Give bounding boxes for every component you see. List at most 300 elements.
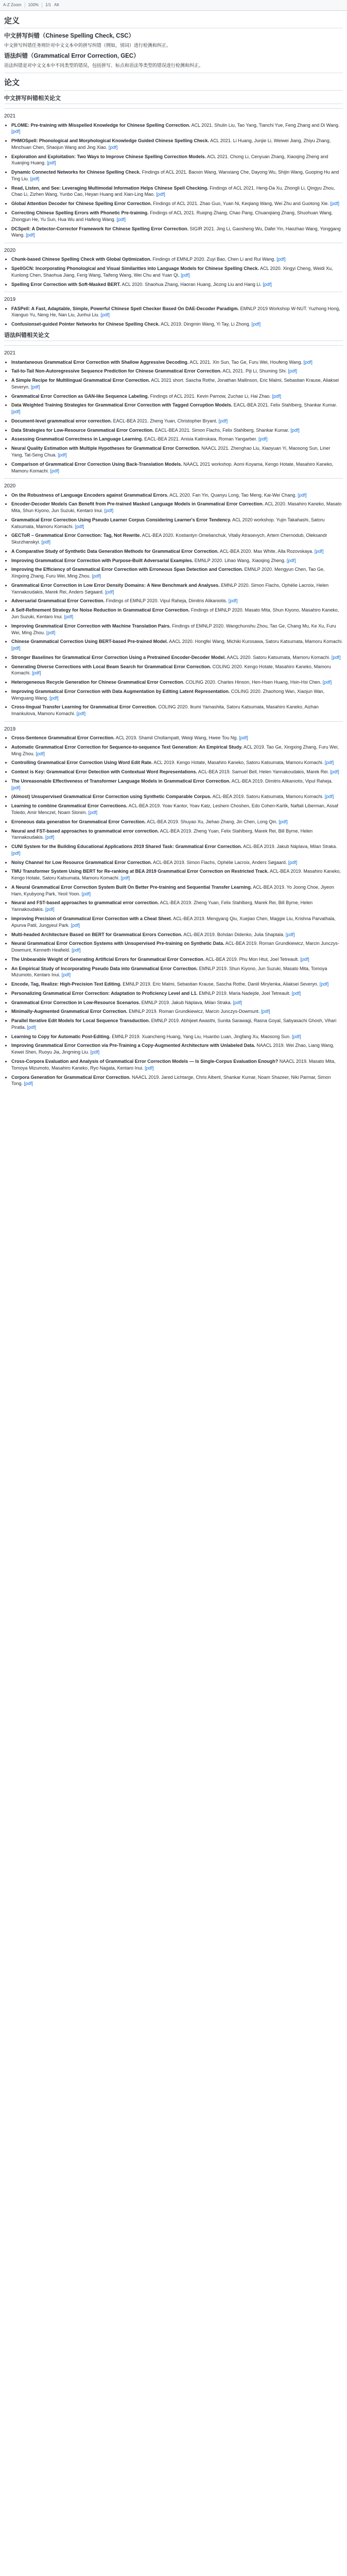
paper-item	[11, 256, 343, 263]
paper-item	[11, 607, 343, 620]
paper-title: A Self-Refinement Strategy for Noise Reduction in Grammatical Error Correction.	[11, 607, 190, 613]
paper-title: Chinese Grammatical Correction Using BERT-based Pre-trained Model.	[11, 639, 168, 645]
paper-authors: ACL 2021. Shulin Liu, Tao Yang, Tianchi Yue, Feng Zhang and Di Wang.	[191, 122, 340, 128]
paper-title: Cross-Corpora Evaluation and Analysis of Grammatical Error Correction Models — Is Single-Corpus Evaluation Enough?	[11, 1058, 279, 1064]
papers-heading: 论文	[4, 77, 343, 90]
paper-authors: AACL 2020. Hongfei Wang, Michiki Kurosawa, Satoru Katsumata, Mamoru Komachi.	[169, 639, 343, 645]
pdf-link[interactable]: [pdf]	[11, 646, 21, 651]
paper-item	[11, 1058, 343, 1072]
pdf-link[interactable]: [pdf]	[261, 1009, 270, 1014]
pdf-link[interactable]: [pdf]	[45, 835, 55, 840]
paper-authors: ACL-BEA 2019. Simon Flachs, Ophélie Lacroix, Anders Søgaard.	[153, 859, 287, 865]
paper-authors: Findings of EMNLP 2020. Wangchunshu Zhou, Tao Ge, Chang Mu, Ke Xu, Furu Wei, Ming Zhou.	[11, 623, 336, 635]
pdf-link[interactable]: [pdf]	[330, 769, 339, 775]
paper-authors: ACL 2021. Chong Li, Cenyuan Zhang, Xiaoqing Zheng and Xuanjing Huang.	[11, 154, 328, 166]
paper-item	[11, 759, 343, 766]
pdf-link[interactable]: [pdf]	[81, 891, 91, 896]
paper-item	[11, 956, 343, 963]
paper-authors: ACL 2019. Shamil Chollampatt, Weiqi Wang, Hwee Tou Ng.	[115, 735, 238, 741]
pdf-link[interactable]: [pdf]	[26, 232, 35, 238]
paper-item	[11, 138, 343, 151]
pdf-link[interactable]: [pdf]	[11, 850, 21, 856]
paper-item	[11, 368, 343, 375]
paper-title: Cross-Sentence Grammatical Error Correction.	[11, 735, 115, 741]
paper-authors: Findings of EMNLP 2020. Masato Mita, Shun Kiyono, Masahiro Kaneko, Jun Suzuki, Kentaro Inui.	[11, 607, 339, 619]
paper-item	[11, 999, 343, 1006]
paper-authors: ACL 2021. Li Huang, Junjie Li, Weiwei Jiang, Zhiyu Zhang, Minchuan Chen, Shaojun Wang and Jing Xiao.	[11, 138, 331, 150]
gec-definition-text: 语法纠错是对中文文本中不同类型的错误，包括拼写、标点和语法等类型的错误进行检测和纠正。	[4, 62, 204, 68]
gec-papers-heading: 语法纠错相关论文	[4, 332, 343, 342]
paper-authors: EMNLP 2019 Workshop W-NUT. Yuzhong Hong, Xianguo Yu, Neng He, Nan Liu, Junhui Liu.	[11, 306, 340, 318]
pdf-link[interactable]: [pdf]	[58, 452, 67, 458]
paper-item	[11, 778, 343, 791]
pdf-link[interactable]: [pdf]	[300, 956, 309, 962]
pdf-link[interactable]: [pdf]	[72, 947, 81, 953]
paper-title: Correcting Chinese Spelling Errors with Phonetic Pre-training.	[11, 210, 149, 215]
paper-item	[11, 664, 343, 677]
paper-authors: EACL-BEA 2021. Anisia Katinskaia, Roman Yangarber.	[144, 436, 257, 442]
paper-authors: ACL 2020. Fan Yin, Quanyu Long, Tao Meng, Kai-Wei Chang.	[169, 492, 297, 498]
paper-authors: EMNLP 2019. Maria Nadejde, Joel Tetreault.	[199, 990, 291, 996]
pdf-link[interactable]: [pdf]	[45, 907, 55, 912]
paper-title: (Almost) Unsupervised Grammatical Error Correction using Synthetic Comparable Corpus.	[11, 794, 212, 800]
paper-item	[11, 566, 343, 580]
paper-item	[11, 185, 343, 198]
year-heading: 2021	[4, 350, 16, 357]
pdf-link[interactable]: [pdf]	[279, 819, 288, 824]
paper-title: FASPell: A Fast, Adaptable, Simple, Powerful Chinese Spell Checker Based On DAE-Decoder Paradigm.	[11, 306, 239, 311]
paper-authors: ACL 2019. Dingmin Wang, Yi Tay, Li Zhong.	[161, 321, 251, 327]
paper-title: Neural and FST-based approaches to grammatical error correction.	[11, 828, 159, 834]
paper-title: Learning to Copy for Automatic Post-Editing.	[11, 1033, 111, 1039]
paper-item	[11, 704, 343, 717]
paper-authors: EACL-BEA 2021. Zheng Yuan, Christopher Bryant.	[113, 418, 218, 423]
pdf-link[interactable]: [pdf]	[50, 468, 60, 473]
paper-authors: Findings of EMNLP 2020. Zuyi Bao, Chen Li and Rui Wang.	[152, 257, 275, 262]
paper-title: A Comparative Study of Synthetic Data Generation Methods for Grammatical Error Correction.	[11, 548, 219, 554]
pdf-link[interactable]: [pdf]	[276, 257, 286, 262]
paper-title: GECToR – Grammatical Error Correction: Tag, Not Rewrite.	[11, 533, 141, 538]
year-divider	[4, 478, 343, 479]
paper-authors: ACL-BEA 2019. Zheng Yuan, Felix Stahlberg, Marek Rei, Bill Byrne, Helen Yannakoudakis.	[11, 900, 313, 912]
paper-item	[11, 461, 343, 474]
paper-title: Dynamic Connected Networks for Chinese Spelling Check.	[11, 170, 141, 175]
page-indicator: 1/1	[45, 3, 51, 8]
pdf-link[interactable]: [pdf]	[100, 312, 110, 318]
paper-title: Global Attention Decoder for Chinese Spelling Error Correction.	[11, 201, 152, 207]
paper-title: Encoder-Decoder Models Can Benefit from Pre-trained Masked Language Models in Grammatical Error Correction.	[11, 501, 264, 507]
pdf-link[interactable]: [pdf]	[120, 875, 130, 881]
paper-authors: ACL 2020. Shaohua Zhang, Haoran Huang, Jicong Liu and Hang Li.	[122, 281, 262, 287]
pdf-link[interactable]: [pdf]	[291, 1033, 301, 1039]
paper-title: PLOME: Pre-training with Misspelled Knowledge for Chinese Spelling Correction.	[11, 122, 190, 128]
paper-authors: ACL 2020. Xingyi Cheng, Weidi Xu, Kunlong Chen, Shaohua Jiang, Feng Wang, Taifeng Wang, Wei Chu and Yuan Qi.	[11, 266, 333, 278]
pdf-link[interactable]: [pdf]	[24, 1081, 33, 1087]
paper-title: Stronger Baselines for Grammatical Error Correction Using a Pretrained Encoder-Decoder Model.	[11, 654, 226, 660]
paper-title: Context is Key: Grammatical Error Detection with Contextual Word Representations.	[11, 769, 197, 775]
paper-item	[11, 492, 343, 499]
pdf-link[interactable]: [pdf]	[239, 735, 248, 741]
paper-item	[11, 501, 343, 514]
paper-authors: NAACL 2021. Zhenghao Liu, Xiaoyuan Yi, Maosong Sun, Liner Yang, Tat-Seng Chua.	[11, 446, 331, 458]
paper-title: Neural Quality Estimation with Multiple Hypotheses for Grammatical Error Correction.	[11, 446, 200, 451]
paper-item	[11, 306, 343, 319]
paper-item	[11, 793, 343, 800]
paper-title: Grammatical Error Correction in Low Error Density Domains: A New Benchmark and Analyses.	[11, 582, 220, 588]
pdf-link[interactable]: [pdf]	[31, 384, 40, 389]
paper-title: A Simple Recipe for Multilingual Grammatical Error Correction.	[11, 378, 150, 383]
paper-list	[4, 492, 343, 717]
pdf-link[interactable]: [pdf]	[263, 281, 272, 287]
paper-authors: ACL-BEA 2019. Masahiro Kaneko, Kengo Hotate, Satoru Katsumata, Mamoru Komachi.	[11, 869, 341, 881]
pdf-link[interactable]: [pdf]	[272, 393, 281, 399]
paper-item	[11, 679, 343, 686]
gec-definition-heading: 语法纠错（Grammatical Error Correction, GEC）	[4, 53, 140, 60]
paper-item	[11, 265, 343, 279]
paper-item	[11, 868, 343, 882]
pdf-link[interactable]: [pdf]	[324, 760, 334, 766]
paper-authors: Findings of EMNLP 2020. Vipul Raheja, Dimitris Alikaniotis.	[106, 598, 228, 604]
paper-item	[11, 200, 343, 207]
paper-item	[11, 436, 343, 443]
paper-authors: NAACL 2019. Wei Zhao, Liang Wang, Kewei Shen, Ruoyu Jia, Jingming Liu.	[11, 1043, 335, 1055]
paper-item	[11, 828, 343, 841]
paper-authors: ACL 2021. Xin Sun, Tao Ge, Furu Wei, Houfeng Wang.	[189, 359, 302, 365]
paper-title: Personalizing Grammatical Error Correction: Adaptation to Proficiency Level and L1.	[11, 990, 198, 996]
paper-authors: ACL 2021 short. Sascha Rothe, Jonathan Mallinson, Eric Malmi, Sebastian Krause, Aliaksei Severyn.	[11, 378, 339, 389]
pdf-link[interactable]: [pdf]	[324, 794, 334, 800]
paper-authors: ACL-BEA 2020. Max White, Alla Rozovskaya.	[219, 548, 314, 554]
paper-title: An Empirical Study of Incorporating Pseudo Data into Grammatical Error Correction.	[11, 965, 198, 971]
paper-authors: EMNLP 2019. Jakub Náplava, Milan Straka.	[141, 999, 232, 1005]
paper-title: Tail-to-Tail Non-Autoregressive Sequence Prediction for Chinese Grammatical Error Correction.	[11, 368, 222, 374]
paper-authors: ACL-BEA 2019. Phu Mon Htut, Joel Tetreault.	[205, 956, 299, 962]
paper-authors: EMNLP 2020. Simon Flachs, Ophélie Lacroix, Helen Yannakoudakis, Marek Rei, Anders Søgaard.	[11, 582, 329, 595]
paper-authors: COLING 2020. Zhaohong Wan, Xiaojun Wan, Wenguang Wang.	[11, 688, 325, 701]
paper-title: Improving Grammatical Error Correction with Data Augmentation by Editing Latent Representation.	[11, 688, 230, 694]
paper-list	[4, 306, 343, 328]
paper-authors: COLING 2020. Charles Hinson, Hen-Hsen Huang, Hsin-Hsi Chen.	[185, 680, 322, 685]
paper-authors: EMNLP 2019. Roman Grundkiewicz, Marcin Junczys-Dowmunt.	[129, 1009, 260, 1014]
paper-authors: EMNLP 2020. Lihao Wang, Xiaoqing Zheng.	[194, 557, 286, 563]
pdf-link[interactable]: [pdf]	[218, 418, 228, 423]
paper-item	[11, 122, 343, 135]
year-heading: 2020	[4, 248, 16, 254]
paper-authors: ACL 2020 workshop. Yujin Takahashi, Satoru Katsumata, Mamoru Komachi.	[11, 517, 325, 529]
paper-item	[11, 931, 343, 938]
paper-title: Heterogeneous Recycle Generation for Chinese Grammatical Error Correction.	[11, 680, 185, 685]
csc-papers-heading: 中文拼写纠错相关论文	[4, 95, 343, 105]
pdf-link[interactable]: [pdf]	[251, 321, 261, 327]
paper-authors: ACL-BEA 2020. Kostiantyn Omelianchuk, Vitaliy Atrasevych, Artem Chernodub, Oleksandr Skurzhanskyi.	[11, 533, 327, 545]
pdf-link[interactable]: [pdf]	[32, 670, 41, 676]
paper-list	[4, 359, 343, 474]
paper-title: Adversarial Grammatical Error Correction.	[11, 598, 105, 604]
paper-title: The Unreasonable Effectiveness of Transformer Language Models in Grammatical Error Correction.	[11, 778, 231, 784]
definition-heading: 定义	[4, 15, 343, 28]
paper-item	[11, 1042, 343, 1056]
pdf-link[interactable]: [pdf]	[41, 539, 51, 545]
paper-title: Instantaneous Grammatical Error Correction with Shallow Aggressive Decoding.	[11, 359, 189, 365]
paper-authors: SIGIR 2021. Jing Li, Gaosheng Wu, Dafei Yin, Haozhao Wang, Yonggang Wang.	[11, 226, 341, 238]
paper-item	[11, 1074, 343, 1088]
pdf-link[interactable]: [pdf]	[105, 589, 114, 595]
paper-title: Generating Diverse Corrections with Local Beam Search for Grammatical Error Correction.	[11, 664, 212, 669]
year-heading: 2019	[4, 297, 16, 303]
pdf-link[interactable]: [pdf]	[61, 972, 71, 978]
year-divider	[4, 345, 343, 346]
pdf-link[interactable]: [pdf]	[291, 990, 301, 996]
zoom-level[interactable]: 100%	[28, 3, 39, 8]
paper-item	[11, 517, 343, 530]
paper-title: PHMOSpell: Phonological and Morphological Knowledge Guided Chinese Spelling Check.	[11, 138, 210, 144]
paper-title: A Neural Grammatical Error Correction System Built On Better Pre-training and Sequential Transfer Learning.	[11, 884, 252, 890]
pdf-link[interactable]: [pdf]	[286, 557, 296, 563]
paper-title: The Unbearable Weight of Generating Artificial Errors for Grammatical Error Correction.	[11, 956, 205, 962]
pdf-link[interactable]: [pdf]	[181, 272, 190, 278]
year-divider	[4, 108, 343, 109]
year-heading: 2020	[4, 483, 16, 489]
pdf-link[interactable]: [pdf]	[27, 1024, 37, 1030]
paper-authors: NAACL 2021 workshop. Aomi Koyama, Kengo Hotate, Masahiro Kaneko, Mamoru Komachi.	[11, 461, 334, 473]
paper-item	[11, 965, 343, 979]
paper-title: SpellGCN: Incorporating Phonological and Visual Similarities into Language Models for Chinese Spelling Check.	[11, 266, 259, 272]
paper-item	[11, 226, 343, 239]
paper-item	[11, 981, 343, 988]
paper-item	[11, 900, 343, 913]
paper-authors: ACL 2020. Masahiro Kaneko, Masato Mita, Shun Kiyono, Jun Suzuki, Kentaro Inui.	[11, 501, 342, 514]
paper-title: Automatic Grammatical Error Correction for Sequence-to-sequence Text Generation: An Empirical Study.	[11, 744, 242, 750]
paper-authors: ACL-BEA 2019. Satoru Katsumata, Mamoru Komachi.	[212, 794, 324, 800]
paper-authors: EMNLP 2020. Mengyun Chen, Tao Ge, Xingxing Zhang, Furu Wei, Ming Zhou.	[11, 567, 325, 579]
pdf-link[interactable]: [pdf]	[116, 216, 126, 222]
paper-title: Encode, Tag, Realize: High-Precision Text Editing.	[11, 981, 122, 987]
paper-authors: EACL-BEA 2021. Felix Stahlberg, Shankar Kumar.	[233, 402, 337, 408]
paper-title: Comparison of Grammatical Error Correction Using Back-Translation Models.	[11, 461, 182, 467]
pdf-link[interactable]: [pdf]	[319, 981, 329, 987]
paper-authors: ACL 2019. Kengo Hotate, Masahiro Kaneko, Satoru Katsumata, Mamoru Komachi.	[153, 760, 324, 766]
paper-item	[11, 819, 343, 825]
paper-title: Chunk-based Chinese Spelling Check with Global Optimization.	[11, 257, 152, 262]
pdf-link[interactable]: [pdf]	[288, 368, 298, 374]
paper-authors: NAACL 2019. Jared Lichtarge, Chris Alberti, Shankar Kumar, Noam Shazeer, Niki Parmar, Simon Tong.	[11, 1074, 331, 1087]
paper-title: Document-level grammatical error correction.	[11, 418, 112, 423]
pdf-link[interactable]: [pdf]	[228, 598, 238, 604]
paper-item	[11, 582, 343, 596]
paper-item	[11, 321, 343, 328]
paper-title: Data Weighted Training Strategies for Grammatical Error Correction with Tagged Corruption Models.	[11, 402, 233, 408]
paper-title: Grammatical Error Correction as GAN-like Sequence Labeling.	[11, 393, 149, 399]
reader-toolbar	[0, 0, 347, 11]
paper-authors: AACL 2020. Satoru Katsumata, Mamoru Komachi.	[227, 654, 331, 660]
pdf-link[interactable]: [pdf]	[314, 548, 324, 554]
paper-title: CUNI System for the Building Educational Applications 2019 Shared Task: Grammatical Error Correction.	[11, 844, 242, 850]
pdf-link[interactable]: [pdf]	[145, 1065, 154, 1071]
paper-title: Neural Grammatical Error Correction Systems with Unsupervised Pre-training on Synthetic Data.	[11, 941, 224, 946]
paper-item	[11, 427, 343, 434]
paper-authors: ACL-BEA 2019. Yoav Kantor, Yoav Katz, Leshem Choshen, Edo Cohen-Karlik, Naftali Liberman, Assaf Toledo, Amir Menczel, Noam Slonim.	[11, 803, 338, 816]
pdf-link[interactable]: [pdf]	[49, 695, 59, 701]
paper-item	[11, 393, 343, 400]
paper-item	[11, 445, 343, 459]
paper-authors: ACL-BEA 2019. Zheng Yuan, Felix Stahlberg, Marek Rei, Bill Byrne, Helen Yannakoudakis.	[11, 828, 313, 840]
paper-title: Grammatical Error Correction in Low-Resource Scenarios.	[11, 999, 141, 1005]
mode-toggle[interactable]: Alt	[54, 3, 59, 8]
paper-item	[11, 623, 343, 636]
paper-title: Multi-headed Architecture Based on BERT for Grammatical Errors Correction.	[11, 931, 183, 937]
csc-definition-text: 中文拼写纠错任务则针对中文文本中的拼写纠错（例如，别词）进行检测和纠正。	[4, 42, 171, 48]
paper-item	[11, 744, 343, 757]
paper-authors: ACL-BEA 2019. Dimitris Alikaniotis, Vipul Raheja.	[231, 778, 333, 784]
pdf-link[interactable]: [pdf]	[322, 680, 332, 685]
paper-authors: ACL-BEA 2019. Jakub Náplava, Milan Straka.	[243, 844, 337, 850]
paper-item	[11, 1018, 343, 1031]
paper-authors: Findings of ACL 2021. Zhao Guo, Yuan Ni, Keqiang Wang, Wei Zhu and Guotong Xie.	[153, 201, 329, 207]
paper-list	[4, 735, 343, 1087]
font-size-control[interactable]: A-Z Zoom	[3, 3, 22, 8]
paper-item	[11, 548, 343, 555]
pdf-link[interactable]: [pdf]	[71, 922, 80, 928]
paper-item	[11, 598, 343, 604]
pdf-link[interactable]: [pdf]	[64, 614, 74, 619]
paper-title: Confusionset-guided Pointer Networks for Chinese Spelling Check.	[11, 321, 160, 327]
paper-authors: COLING 2020. Ikumi Yamashita, Satoru Katsumata, Masahiro Kaneko, Aizhan Imankulova, Mamoru Komachi.	[11, 704, 319, 717]
pdf-link[interactable]: [pdf]	[330, 201, 339, 207]
pdf-link[interactable]: [pdf]	[108, 144, 118, 150]
paper-item	[11, 843, 343, 857]
paper-authors: ACL-BEA 2019. Shuyao Xu, Jiehao Zhang, Jin Chen, Long Qin.	[147, 819, 277, 824]
paper-title: Erroneous data generation for Grammatical Error Correction.	[11, 819, 146, 824]
pdf-link[interactable]: [pdf]	[258, 436, 268, 442]
paper-authors: Findings of ACL 2021. Heng-Da Xu, Zhongli Li, Qingyu Zhou, Chao Li, Zizhen Wang, Yunbo Cao, Heyan Huang and Xian-Ling Mao.	[11, 185, 335, 197]
paper-item	[11, 1033, 343, 1040]
paper-title: Improving Grammatical Error Correction via Pre-Training a Copy-Augmented Architecture with Unlabeled Data.	[11, 1043, 255, 1048]
paper-title: On the Robustness of Language Encoders against Grammatical Errors.	[11, 492, 169, 498]
paper-title: Read, Listen, and See: Leveraging Multimodal Information Helps Chinese Spell Checking.	[11, 185, 209, 191]
paper-authors: ACL 2021. Piji Li, Shuming Shi.	[222, 368, 287, 374]
paper-authors: Findings of ACL 2021. Ruiqing Zhang, Chao Pang, Chuanqiang Zhang, Shuohuan Wang, Zhongjun He, Yu Sun, Hua Wu and Haifeng Wang.	[11, 210, 333, 222]
paper-item	[11, 916, 343, 929]
paper-item	[11, 169, 343, 182]
csc-paper-list	[4, 108, 343, 327]
pdf-link[interactable]: [pdf]	[11, 785, 21, 790]
pdf-link[interactable]: [pdf]	[46, 630, 56, 635]
paper-title: Spelling Error Correction with Soft-Masked BERT.	[11, 281, 121, 287]
paper-title: Learning to combine Grammatical Error Corrections.	[11, 803, 128, 809]
paper-item	[11, 940, 343, 954]
pdf-link[interactable]: [pdf]	[288, 859, 298, 865]
paper-title: Neural and FST-based approaches to grammatical error correction.	[11, 900, 159, 906]
paper-title: Exploration and Exploitation: Two Ways to Improve Chinese Spelling Correction Models.	[11, 154, 206, 159]
paper-authors: Findings of ACL 2021. Baoxin Wang, Wanxiang Che, Dayong Wu, Shijin Wang, Guoping Hu and Ting Liu.	[11, 170, 339, 181]
pdf-link[interactable]: [pdf]	[75, 523, 84, 529]
paper-authors: ACL 2019. Tao Ge, Xingxing Zhang, Furu Wei, Ming Zhou.	[11, 744, 339, 756]
paper-title: Corpora Generation for Grammatical Error Correction.	[11, 1074, 131, 1080]
paper-title: Data Strategies for Low-Resource Grammatical Error Correction.	[11, 427, 154, 433]
pdf-link[interactable]: [pdf]	[298, 492, 307, 498]
paper-authors: EMNLP 2019. Xuancheng Huang, Yang Liu, Huanbo Luan, Jingfang Xu, Maosong Sun.	[112, 1033, 291, 1039]
paper-authors: ACL-BEA 2019. Roman Grundkiewicz, Marcin Junczys-Dowmunt, Kenneth Heafield.	[11, 941, 339, 953]
pdf-link[interactable]: [pdf]	[156, 192, 165, 197]
paper-authors: COLING 2020. Kengo Hotate, Masahiro Kaneko, Mamoru Komachi.	[11, 664, 331, 676]
pdf-link[interactable]: [pdf]	[233, 999, 242, 1005]
paper-item	[11, 990, 343, 997]
paper-authors: EMNLP 2019. Shun Kiyono, Jun Suzuki, Masato Mita, Tomoya Mizumoto, Kentaro Inui.	[11, 965, 327, 978]
paper-item	[11, 638, 343, 652]
paper-item	[11, 803, 343, 816]
paper-item	[11, 557, 343, 564]
paper-title: Improving Precision of Grammatical Error Correction with a Cheat Sheet.	[11, 916, 172, 921]
pdf-link[interactable]: [pdf]	[104, 508, 114, 514]
paper-list	[4, 122, 343, 239]
pdf-link[interactable]: [pdf]	[11, 129, 21, 134]
paper-item	[11, 688, 343, 702]
pdf-link[interactable]: [pdf]	[36, 751, 45, 756]
paper-title: Grammatical Error Correction Using Pseudo Learner Corpus Considering Learner's Error Tendency.	[11, 517, 231, 522]
paper-title: Assessing Grammatical Correctness in Language Learning.	[11, 436, 143, 442]
year-heading: 2021	[4, 113, 16, 120]
pdf-link[interactable]: [pdf]	[11, 409, 21, 415]
paper-authors: ACL-BEA 2019. Mengyang Qiu, Xuejiao Chen, Maggie Liu, Krishna Parvathala, Apurva Patil, Jungyeul Park.	[11, 916, 336, 928]
paper-title: Parallel Iterative Edit Models for Local Sequence Transduction.	[11, 1018, 150, 1024]
paper-item	[11, 281, 343, 288]
csc-definition-heading: 中文拼写纠错（Chinese Spelling Check, CSC）	[4, 33, 135, 40]
paper-item	[11, 735, 343, 741]
paper-item	[11, 418, 343, 425]
pdf-link[interactable]: [pdf]	[285, 931, 295, 937]
paper-item	[11, 154, 343, 167]
pdf-link[interactable]: [pdf]	[76, 711, 86, 717]
paper-item	[11, 532, 343, 546]
paper-title: Improving the Efficiency of Grammatical Error Correction with Erroneous Span Detection and Correction.	[11, 567, 244, 572]
paper-authors: EMNLP 2019. Eric Malmi, Sebastian Krause, Sascha Rothe, Daniil Mirylenka, Aliaksei Severyn.	[123, 981, 319, 987]
pdf-link[interactable]: [pdf]	[290, 427, 300, 433]
paper-item	[11, 769, 343, 775]
paper-title: TMU Transformer System Using BERT for Re-ranking at BEA 2019 Grammatical Error Correction on Restricted Track.	[11, 869, 269, 874]
paper-authors: EMNLP 2019. Abhijeet Awasthi, Sunita Sarawagi, Rasna Goyal, Sabyasachi Ghosh, Vihari Piratla.	[11, 1018, 337, 1030]
pdf-link[interactable]: [pdf]	[30, 176, 40, 181]
pdf-link[interactable]: [pdf]	[90, 1049, 100, 1055]
paper-title: Noisy Channel for Low Resource Grammatical Error Correction.	[11, 859, 152, 865]
paper-item	[11, 1008, 343, 1015]
gec-paper-list	[4, 345, 343, 1087]
paper-title: Controlling Grammatical Error Correction Using Word Edit Rate.	[11, 760, 153, 766]
paper-item	[11, 884, 343, 897]
paper-item	[11, 859, 343, 866]
document-body	[0, 11, 347, 1087]
paper-item	[11, 377, 343, 391]
year-divider	[4, 721, 343, 722]
pdf-link[interactable]: [pdf]	[47, 160, 56, 166]
paper-title: Minimally-Augmented Grammatical Error Correction.	[11, 1009, 128, 1014]
paper-list	[4, 256, 343, 287]
paper-title: Improving Grammatical Error Correction with Machine Translation Pairs.	[11, 623, 171, 629]
pdf-link[interactable]: [pdf]	[331, 654, 341, 660]
paper-item	[11, 210, 343, 223]
pdf-link[interactable]: [pdf]	[88, 810, 98, 816]
pdf-link[interactable]: [pdf]	[303, 359, 313, 365]
paper-title: Improving Grammatical Error Correction with Purpose-Built Adversarial Examples.	[11, 557, 194, 563]
paper-authors: ACL-BEA 2019. Samuel Bell, Helen Yannakoudakis, Marek Rei.	[198, 769, 329, 775]
pdf-link[interactable]: [pdf]	[92, 573, 101, 579]
year-heading: 2019	[4, 726, 16, 732]
paper-item	[11, 654, 343, 661]
paper-authors: ACL-BEA 2019. Bohdan Didenko, Julia Shaptala.	[183, 931, 285, 937]
paper-authors: NAACL 2019. Masato Mita, Tomoya Mizumoto, Masahiro Kaneko, Ryo Nagata, Kentaro Inui.	[11, 1058, 336, 1071]
paper-authors: ACL-BEA 2019. Yo Joong Choe, Jiyeon Ham, Kyubyong Park, Yeoil Yoon.	[11, 884, 334, 896]
paper-title: DCSpell: A Detector-Corrector Framework for Chinese Spelling Error Correction.	[11, 226, 188, 231]
paper-authors: Findings of ACL 2021. Kevin Parnow, Zuchao Li, Hai Zhao.	[150, 393, 271, 399]
